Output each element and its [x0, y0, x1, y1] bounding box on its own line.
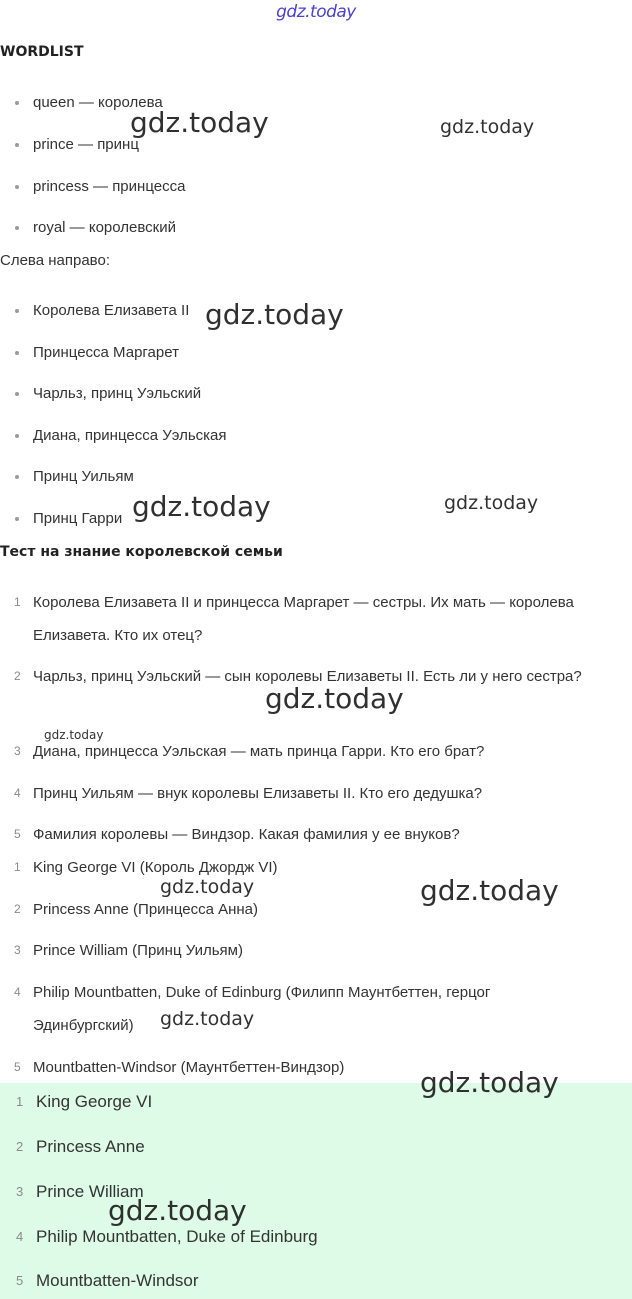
wordlist-title: WORDLIST: [0, 44, 84, 60]
bullet-icon: [15, 351, 19, 355]
watermark: gdz.today: [444, 492, 539, 514]
bullet-icon: [15, 434, 19, 438]
watermark: gdz.today: [205, 298, 344, 331]
watermark: gdz.today: [44, 728, 104, 742]
watermark: gdz.today: [420, 1066, 559, 1099]
watermark: gdz.today: [132, 490, 271, 523]
bullet-icon: [15, 143, 19, 147]
site-logo[interactable]: gdz.today: [276, 2, 356, 22]
bullet-icon: [15, 475, 19, 479]
answer-highlight-block: 1 King George VI 2 Princess Anne 3 Prince William 4 Philip Mountbatten, Duke of Edinburg 5 Mountbatten-Windsor: [0, 1083, 632, 1299]
bullet-icon: [15, 309, 19, 313]
watermark: gdz.today: [265, 682, 404, 715]
quiz-title: Тест на знание королевской семьи: [0, 544, 283, 560]
list-item: 1 Королева Елизавета II и принцесса Маргарет — сестры. Их мать — королева Елизавета. Кто их отец?: [14, 594, 574, 644]
watermark: gdz.today: [420, 874, 559, 907]
bullet-icon: [15, 101, 19, 105]
left-to-right-label: Слева направо:: [0, 252, 110, 269]
list-item: 2 Чарльз, принц Уэльский — сын королевы Елизаветы II. Есть ли у него сестра?: [14, 668, 582, 685]
bullet-icon: [15, 226, 19, 230]
bullet-icon: [15, 185, 19, 189]
watermark: gdz.today: [108, 1194, 247, 1227]
watermark: gdz.today: [130, 106, 269, 139]
watermark: gdz.today: [440, 116, 535, 138]
bullet-icon: [15, 517, 19, 521]
watermark: gdz.today: [160, 1008, 255, 1030]
bullet-icon: [15, 392, 19, 396]
list-item: 4 Philip Mountbatten, Duke of Edinburg (Филипп Маунтбеттен, герцог Эдинбургский): [14, 984, 491, 1034]
watermark: gdz.today: [160, 876, 255, 898]
